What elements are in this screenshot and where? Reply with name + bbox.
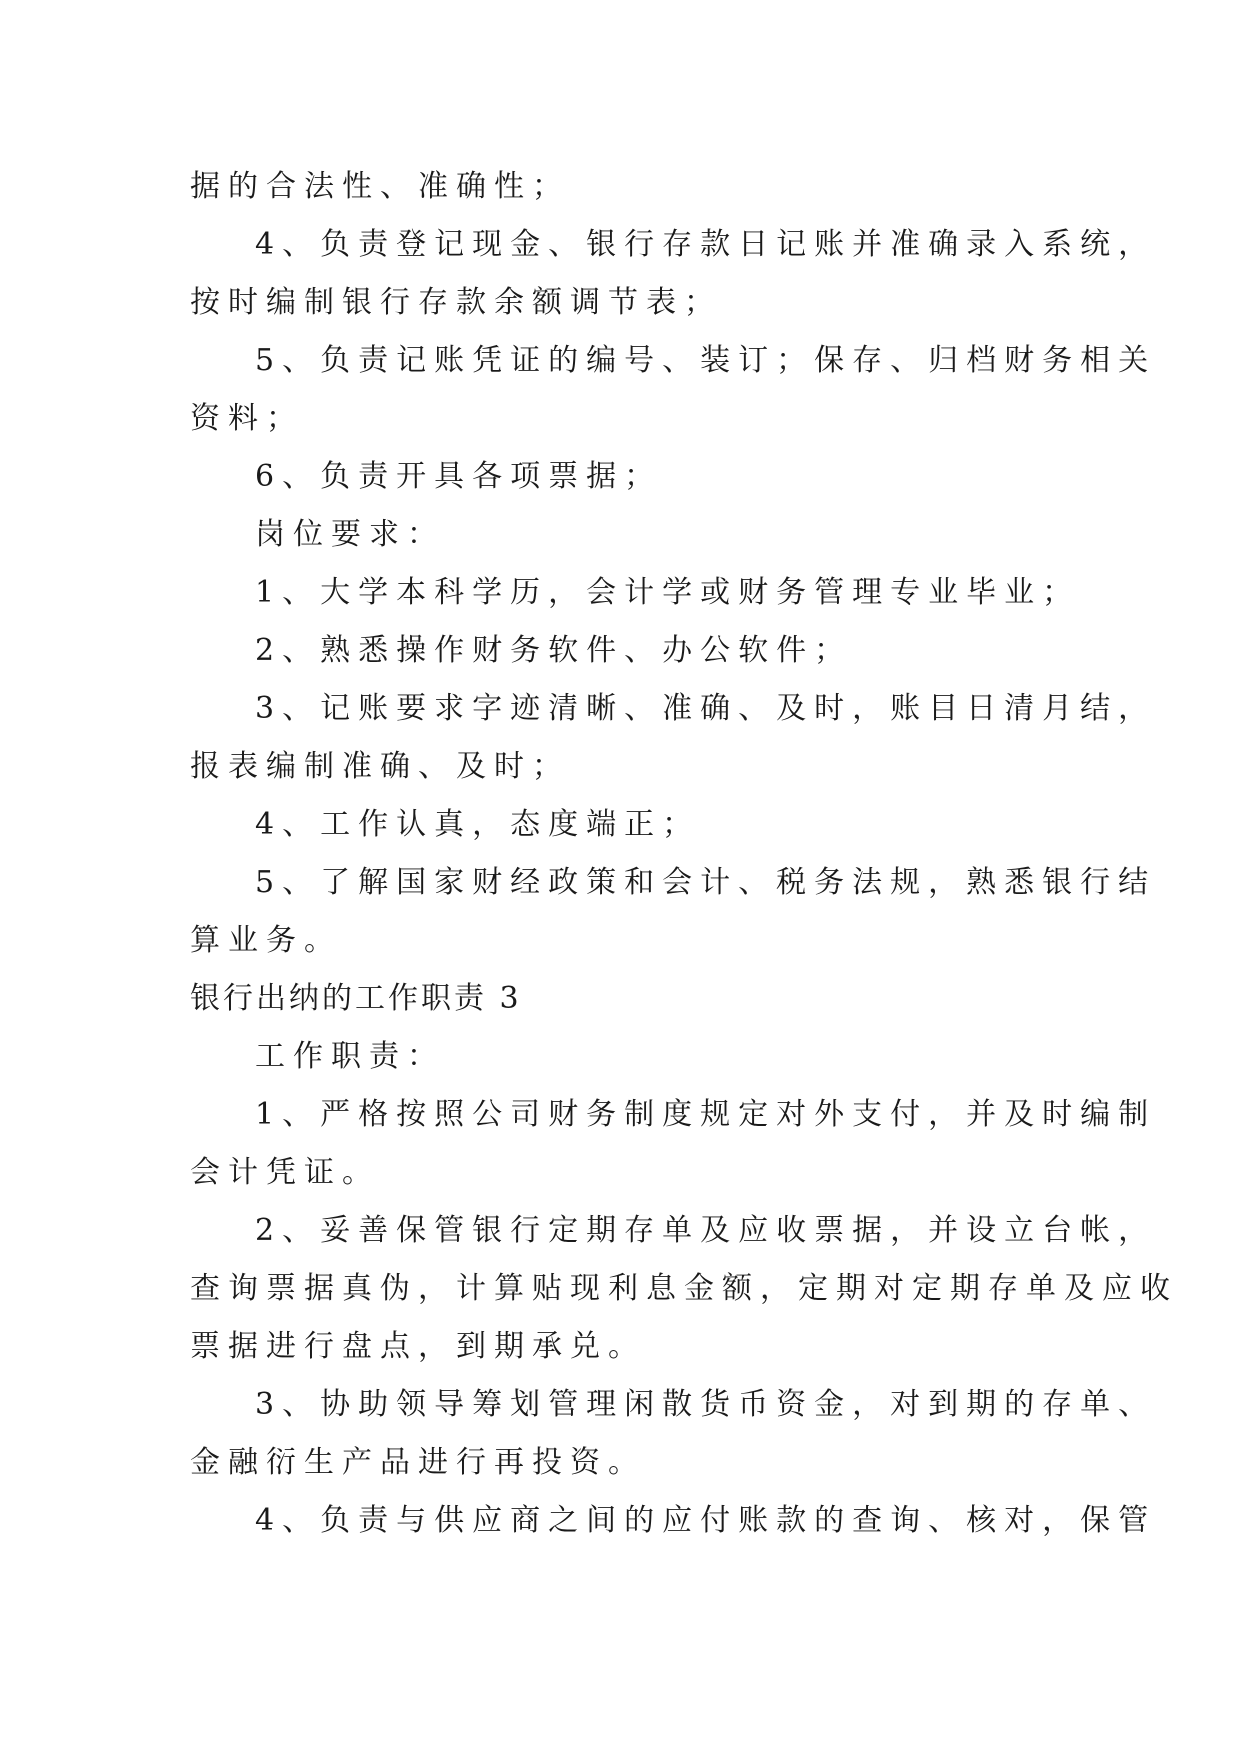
body-text-line: 4、工作认真，态度端正； [255,807,701,842]
body-text-line: 按时编制银行存款余额调节表； [190,285,722,320]
body-text-line: 查询票据真伪，计算贴现利息金额，定期对定期存单及应收 [190,1271,1178,1306]
section-label: 岗位要求： [255,517,445,552]
body-text-line: 资料； [190,401,304,436]
body-text-line: 4、负责与供应商之间的应付账款的查询、核对，保管 [255,1503,1157,1538]
body-text-line: 会计凭证。 [190,1155,380,1190]
body-text-line: 6、负责开具各项票据； [255,459,663,494]
body-text-line: 金融衍生产品进行再投资。 [190,1445,646,1480]
body-text-line: 2、妥善保管银行定期存单及应收票据，并设立台帐， [255,1213,1157,1248]
body-text-line: 算业务。 [190,923,342,958]
body-text-line: 报表编制准确、及时； [190,749,570,784]
section-label: 工作职责： [255,1039,445,1074]
body-text-line: 5、负责记账凭证的编号、装订；保存、归档财务相关 [255,343,1157,378]
body-text-line: 3、协助领导筹划管理闲散货币资金，对到期的存单、 [255,1387,1157,1422]
body-text-line: 1、大学本科学历，会计学或财务管理专业毕业； [255,575,1081,610]
body-text-line: 票据进行盘点，到期承兑。 [190,1329,646,1364]
body-text-line: 3、记账要求字迹清晰、准确、及时，账目日清月结， [255,691,1157,726]
body-text-line: 据的合法性、准确性； [190,169,570,204]
body-text-line: 5、了解国家财经政策和会计、税务法规，熟悉银行结 [255,865,1157,900]
body-text-line: 2、熟悉操作财务软件、办公软件； [255,633,853,668]
body-text-line: 4、负责登记现金、银行存款日记账并准确录入系统， [255,227,1157,262]
body-text-line: 1、严格按照公司财务制度规定对外支付，并及时编制 [255,1097,1157,1132]
section-heading: 银行出纳的工作职责 3 [190,981,522,1016]
